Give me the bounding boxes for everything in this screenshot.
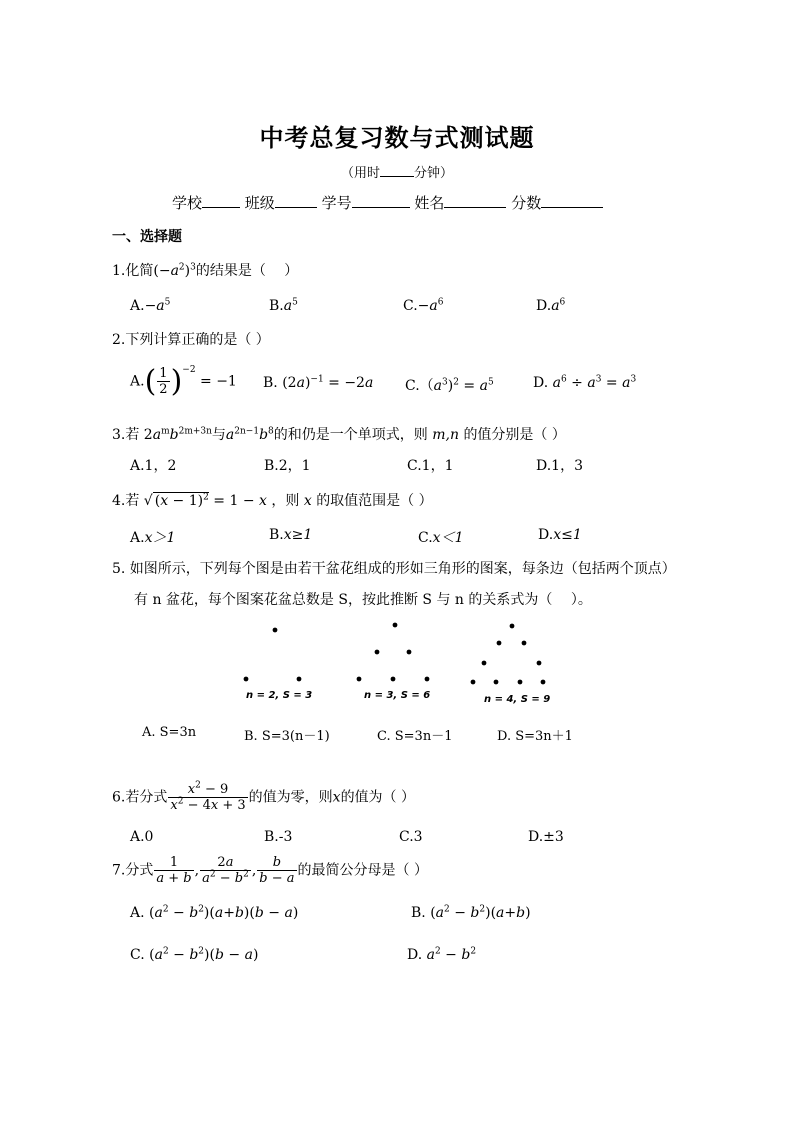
name-field[interactable] [444,193,506,208]
pattern-n2-label: n = 2, S = 3 [246,690,313,701]
q3-option-c[interactable]: C.1，1 [407,458,454,474]
q5-option-a[interactable]: A. S=3n [142,725,197,740]
number-field[interactable] [352,193,410,208]
pattern-n4 [471,624,551,705]
q3-option-a[interactable]: A.1，2 [130,458,177,474]
q6-option-d[interactable]: D.±3 [528,829,564,845]
pattern-n4-label: n = 4, S = 9 [484,694,551,705]
pot-dot [482,661,487,666]
pot-dot [471,680,476,685]
q2-option-d[interactable]: D. $a^6 \div a^3 = a^3$ [533,374,637,391]
q2-option-a[interactable]: A.( $\frac{1}{2}$ )$^{-2}$ = −1 [130,364,237,399]
q7-option-a[interactable]: A. $(a^2 - b^2)(a+b)(b - a)$ [130,904,299,921]
pot-dot [273,628,278,633]
pattern-n2 [244,628,313,701]
school-label: 学校 [172,194,203,212]
q1-option-d[interactable]: $D.a^6$ [536,297,566,314]
pot-dot [518,680,523,685]
q6-option-b[interactable]: B.-3 [264,829,293,845]
q3-option-b[interactable]: B.2，1 [264,458,311,474]
name-label: 姓名 [414,194,445,212]
q5-option-d[interactable]: D. S=3n＋1 [497,729,573,744]
flowerpot-figure [236,612,566,712]
score-label: 分数 [511,194,542,212]
pot-dot [425,677,430,682]
q7-option-d[interactable]: D. $a^2 - b^2$ [407,946,477,963]
question-5-line1: 5. 如图所示，下列每个图是由若干盆花组成的形如三角形的图案，每条边（包括两个顶点） [112,561,676,577]
pot-dot [537,661,542,666]
question-5-line2: 有 n 盆花，每个图案花盆总数是 S，按此推断 S 与 n 的关系式为（ ）。 [134,592,592,608]
q4-option-d[interactable]: D.x≤1 [538,527,582,543]
pot-dot [357,677,362,682]
page-title: 中考总复习数与式测试题 [259,124,535,152]
q1-option-b[interactable]: $B.a^5$ [269,297,298,314]
question-3: 3.若 $2a^mb^{2m+3n}$与$a^{2n-1}b^8$的和仍是一个单项式，则 m,n 的值分别是（ ） [112,426,566,443]
section-heading: 一、选择题 [112,229,182,245]
question-2: 2.下列计算正确的是（ ） [112,332,270,348]
pot-dot [541,680,546,685]
q1-suffix: 的结果是（ ） [195,263,299,279]
q1-prefix: 1.化简 [112,263,154,279]
q4-option-c[interactable]: C.x＜1 [418,530,464,546]
pot-dot [297,677,302,682]
q6-option-a[interactable]: A.0 [130,829,154,845]
class-field[interactable] [275,193,317,208]
q3-option-d[interactable]: D.1，3 [536,458,583,474]
pattern-n3-label: n = 3, S = 6 [364,690,431,701]
q5-option-c[interactable]: C. S=3n－1 [377,729,453,744]
number-label: 学号 [321,194,352,212]
pot-dot [391,677,396,682]
time-note [0,162,794,181]
pattern-n3 [357,623,431,701]
pot-dot [375,650,380,655]
q1-option-a[interactable]: $A.-a^5$ [130,297,171,314]
pot-dot [510,624,515,629]
q7-option-c[interactable]: C. $(a^2 - b^2)(b - a)$ [130,946,259,963]
q5-option-b[interactable]: B. S=3(n－1) [244,729,330,744]
pot-dot [494,680,499,685]
student-info-row [172,192,603,213]
school-field[interactable] [202,193,240,208]
time-note-after: 分钟） [414,166,454,181]
pot-dot [497,641,502,646]
q2-option-b[interactable]: B. $(2a)^{-1} = -2a$ [263,374,374,391]
time-note-before: （用时 [340,166,380,181]
question-6: 6.若分式 $\frac{x^2 - 9}{x^2 - 4x + 3}$ 的值为零，则x的值为（ ） [112,780,416,813]
pot-dot [522,641,527,646]
question-1: 1.化简$(-a^2)^3$的结果是（ ） [112,262,299,279]
question-7: 7.分式 $\frac{1}{a + b}$ , $\frac{2a}{a^2 - b^2}$ , $\frac{b}{b - a}$ 的最简公分母是（ ） [112,855,428,886]
pot-dot [393,623,398,628]
pot-dot [407,650,412,655]
q4-option-a[interactable]: A.x＞1 [130,530,176,546]
pot-dot [244,677,249,682]
q6-option-c[interactable]: C.3 [399,829,423,845]
q4-option-b[interactable]: B.x≥1 [269,527,313,543]
q2-option-c[interactable]: $C.(a^3)^2 = a^5$ [405,377,494,394]
q7-option-b[interactable]: B. $(a^2 - b^2)(a+b)$ [411,904,531,921]
class-label: 班级 [244,194,275,212]
score-field[interactable] [541,193,603,208]
q1-option-c[interactable]: $C.-a^6$ [403,297,444,314]
question-4: 4.若 √ $(x - 1)^2 = 1 - x$ ，则 x 的取值范围是（ ） [112,492,433,509]
